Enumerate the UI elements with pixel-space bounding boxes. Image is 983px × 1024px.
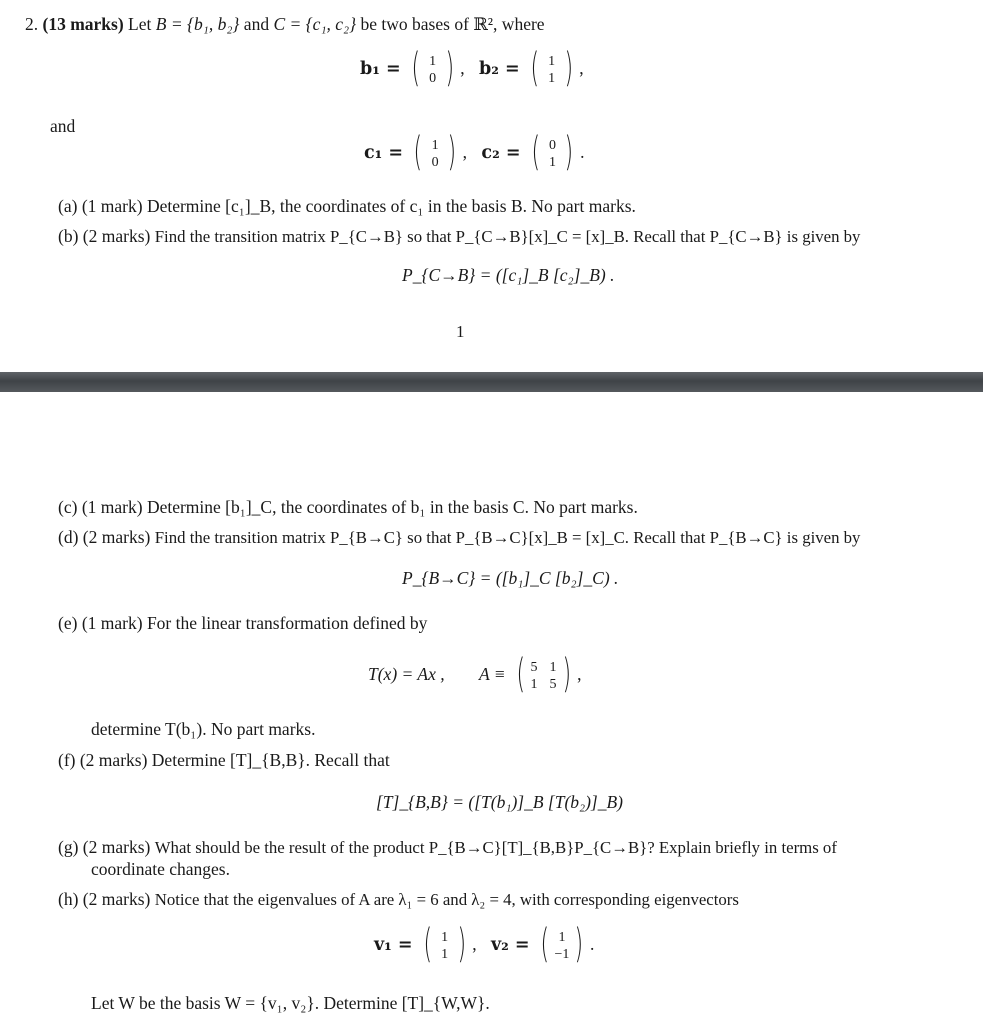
matrix-a-22: 5 [549, 677, 557, 692]
v1-vector: ( 1 1 ) [423, 921, 466, 967]
b1-entry-2: 0 [429, 71, 437, 86]
part-d-formula: P_{B→C} = ([b₁]_C [b₂]_C) . [402, 568, 619, 588]
v1-entry-1: 1 [441, 930, 449, 945]
part-c-text: Determine [b₁]_C, the coordinates of b₁ in the basis C. No part marks. [146, 497, 638, 517]
v1-label: v₁ = [374, 935, 413, 956]
part-e-marks: (1 mark) [81, 613, 143, 633]
question-number: 2. [25, 14, 39, 34]
question-marks: (13 marks) [42, 14, 124, 34]
intro-tail: be two bases of ℝ², where [360, 14, 545, 34]
matrix-a: ( 5 1 1 5 ) [516, 651, 571, 697]
matrix-a-12: 1 [549, 660, 557, 675]
b2-vector: ( 1 1 ) [530, 45, 573, 91]
part-e-after: determine T(b₁). No part marks. [91, 719, 316, 739]
part-b [58, 226, 860, 247]
part-g-label: (g) [58, 837, 79, 857]
part-d-text: Find the transition matrix P_{B→C} so that P_{B→C}[x]_B = [x]_C. Recall that P_{B→C} is given by [154, 528, 861, 547]
part-e-formula-left: T(x) = Ax , [368, 664, 445, 685]
and-word: and [50, 116, 76, 136]
part-e-text: For the linear transformation defined by [146, 613, 428, 633]
set-c: C = {c₁, c₂} [273, 14, 357, 34]
part-a-text: Determine [c₁]_B, the coordinates of c₁ in the basis B. No part marks. [146, 196, 636, 216]
b-vectors-line: b₁ = ( 1 0 ) , b₂ = ( 1 1 ) , [360, 45, 584, 91]
part-g-marks: (2 marks) [82, 837, 151, 857]
part-g-text2: coordinate changes. [91, 859, 230, 879]
part-e-label: (e) [58, 613, 78, 633]
v2-entry-2: −1 [554, 947, 570, 962]
part-h [58, 889, 739, 910]
v2-vector: ( 1 −1 ) [540, 921, 584, 967]
part-a-marks: (1 mark) [81, 196, 143, 216]
part-c-label: (c) [58, 497, 78, 517]
part-d [58, 527, 860, 548]
c2-label: c₂ = [481, 143, 521, 164]
c1-label: c₁ = [364, 143, 404, 164]
v2-label: v₂ = [490, 935, 530, 956]
set-b: B = {b₁, b₂} [155, 14, 240, 34]
part-a-label: (a) [58, 196, 78, 216]
c-vectors-line: c₁ = ( 1 0 ) , c₂ = ( 0 1 ) . [364, 129, 585, 175]
part-f-marks: (2 marks) [79, 750, 148, 770]
intro-and: and [243, 14, 270, 34]
intro-line [25, 14, 545, 34]
part-b-formula: P_{C→B} = ([c₁]_B [c₂]_B) . [402, 265, 615, 285]
b2-entry-2: 1 [548, 71, 556, 86]
part-h-label: (h) [58, 889, 79, 909]
part-h-after: Let W be the basis W = {v₁, v₂}. Determine [T]_{W,W}. [91, 993, 490, 1013]
page-number: 1 [456, 322, 465, 341]
matrix-a-11: 5 [530, 660, 538, 675]
c1-entry-1: 1 [431, 138, 439, 153]
eigenvectors-line: v₁ = ( 1 1 ) , v₂ = ( 1 −1 ) . [374, 921, 595, 967]
part-c [58, 497, 638, 517]
v1-entry-2: 1 [441, 947, 449, 962]
b1-entry-1: 1 [429, 54, 437, 69]
v2-entry-1: 1 [558, 930, 566, 945]
matrix-a-21: 1 [530, 677, 538, 692]
intro-let: Let [128, 14, 152, 34]
part-f-text: Determine [T]_{B,B}. Recall that [151, 750, 390, 770]
part-b-text: Find the transition matrix P_{C→B} so that P_{C→B}[x]_C = [x]_B. Recall that P_{C→B} is given by [154, 227, 861, 246]
part-c-marks: (1 mark) [81, 497, 143, 517]
page-2 [0, 392, 983, 1024]
part-e-formula: T(x) = Ax , A ≡ ( 5 1 1 5 ) , [368, 651, 582, 697]
part-d-marks: (2 marks) [82, 527, 151, 547]
part-b-label: (b) [58, 226, 79, 246]
part-d-label: (d) [58, 527, 79, 547]
part-h-marks: (2 marks) [82, 889, 151, 909]
b1-vector: ( 1 0 ) [411, 45, 454, 91]
c2-entry-2: 1 [548, 155, 556, 170]
part-e [58, 613, 427, 633]
part-g [58, 837, 837, 858]
page-1 [0, 0, 983, 372]
part-f [58, 750, 390, 770]
c1-entry-2: 0 [431, 155, 439, 170]
c1-vector: ( 1 0 ) [413, 129, 457, 175]
page-separator [0, 372, 983, 392]
c2-entry-1: 0 [548, 138, 556, 153]
part-g-text: What should be the result of the product P_{B→C}[T]_{B,B}P_{C→B}? Explain briefly in terms of [154, 838, 837, 857]
part-a [58, 196, 636, 216]
part-f-label: (f) [58, 750, 76, 770]
part-f-formula: [T]_{B,B} = ([T(b₁)]_B [T(b₂)]_B) [376, 792, 624, 812]
b1-label: b₁ = [360, 59, 401, 80]
part-e-formula-right: A ≡ [478, 664, 506, 685]
c2-vector: ( 0 1 ) [531, 129, 574, 175]
b2-entry-1: 1 [548, 54, 556, 69]
part-b-marks: (2 marks) [82, 226, 151, 246]
part-h-text: Notice that the eigenvalues of A are λ₁ = 6 and λ₂ = 4, with corresponding eigenvectors [154, 890, 739, 909]
b2-label: b₂ = [479, 59, 520, 80]
